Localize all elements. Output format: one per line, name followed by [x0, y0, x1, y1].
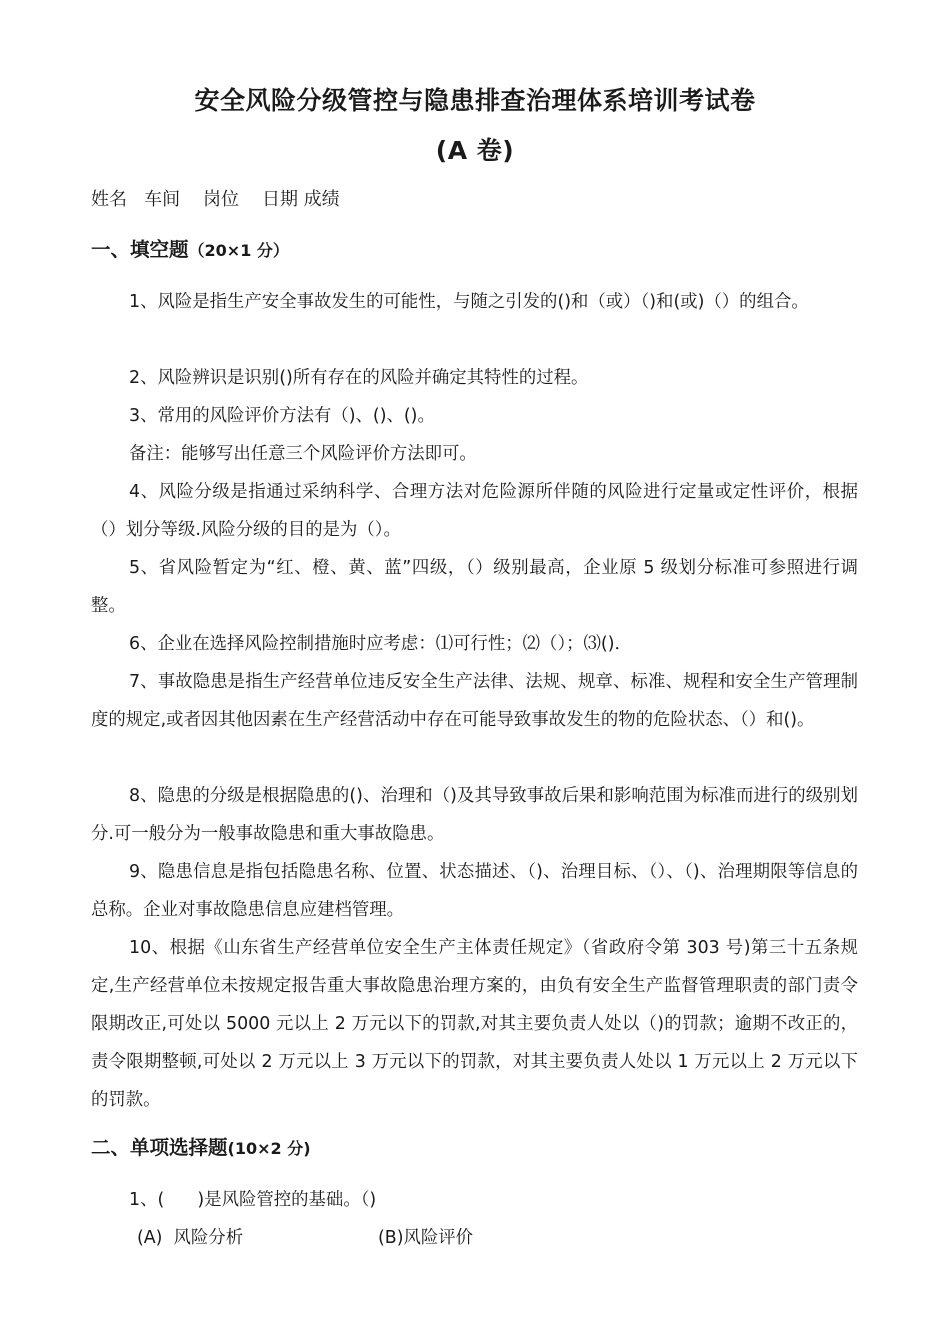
choice-option-b: (B)风险评价: [378, 1228, 474, 1248]
section-title: 二、单项选择题: [91, 1136, 228, 1159]
section-heading-fill-in: [91, 236, 289, 265]
student-info-line: 姓名 车间 岗位 日期 成绩: [91, 189, 340, 210]
choice-option-a: (A) 风险分析: [137, 1228, 244, 1248]
fill-in-question: 9、隐患信息是指包括隐患名称、位置、状态描述、（)、治理目标、（）、（)、治理期限等信息的总称。企业对事故隐患信息应建档管理。: [91, 862, 858, 920]
exam-title: 安全风险分级管控与隐患排查治理体系培训考试卷: [194, 86, 756, 115]
fill-in-question: 2、风险辨识是识别()所有存在的风险并确定其特性的过程。: [129, 368, 589, 388]
fill-in-question: 8、隐患的分级是根据隐患的()、治理和（)及其导致事故后果和影响范围为标准而进行的级别划分.可一般分为一般事故隐患和重大事故隐患。: [91, 786, 858, 844]
fill-in-question: 6、企业在选择风险控制措施时应考虑：⑴可行性；⑵（）；⑶()．: [129, 634, 632, 654]
section-title: 一、填空题: [91, 238, 189, 261]
fill-in-question: 3、常用的风险评价方法有（)、()、()。: [129, 406, 435, 426]
section-points: （20×1 分）: [188, 241, 289, 260]
single-choice-question: 1、( )是风险管控的基础。（): [129, 1190, 377, 1210]
fill-in-question: 1、风险是指生产安全事故发生的可能性，与随之引发的()和（或）（)和(或)（）的组合。: [129, 292, 809, 312]
fill-in-question: 4、风险分级是指通过采纳科学、合理方法对危险源所伴随的风险进行定量或定性评价，根据（）划分等级.风险分级的目的是为（）。: [91, 482, 858, 540]
question-note: 备注：能够写出任意三个风险评价方法即可。: [129, 444, 477, 464]
fill-in-question: 7、事故隐患是指生产经营单位违反安全生产法律、法规、规章、标准、规程和安全生产管理制度的规定,或者因其他因素在生产经营活动中存在可能导致事故发生的物的危险状态、（）和()。: [91, 672, 858, 730]
fill-in-question: 10、根据《山东省生产经营单位安全生产主体责任规定》（省政府令第 303 号)第三十五条规定,生产经营单位未按规定报告重大事故隐患治理方案的，由负有安全生产监督管理职责的部门责令限期改正,可处以 5000 元以上 2 万元以下的罚款,对其主要负责人处以（)的罚款；逾期不改正的，责令限期整顿,可处以 2 万元以上 3 万元以下的罚款，对其主要负责人处以 1 万元以上 2 万元以下的罚款。: [91, 938, 858, 1110]
section-points: (10×2 分): [227, 1139, 311, 1158]
exam-subtitle: (A 卷): [435, 136, 515, 165]
section-heading-single-choice: [91, 1134, 311, 1163]
fill-in-question: 5、省风险暂定为“红、橙、黄、蓝”四级，（）级别最高，企业原 5 级划分标准可参照进行调整。: [91, 558, 858, 616]
